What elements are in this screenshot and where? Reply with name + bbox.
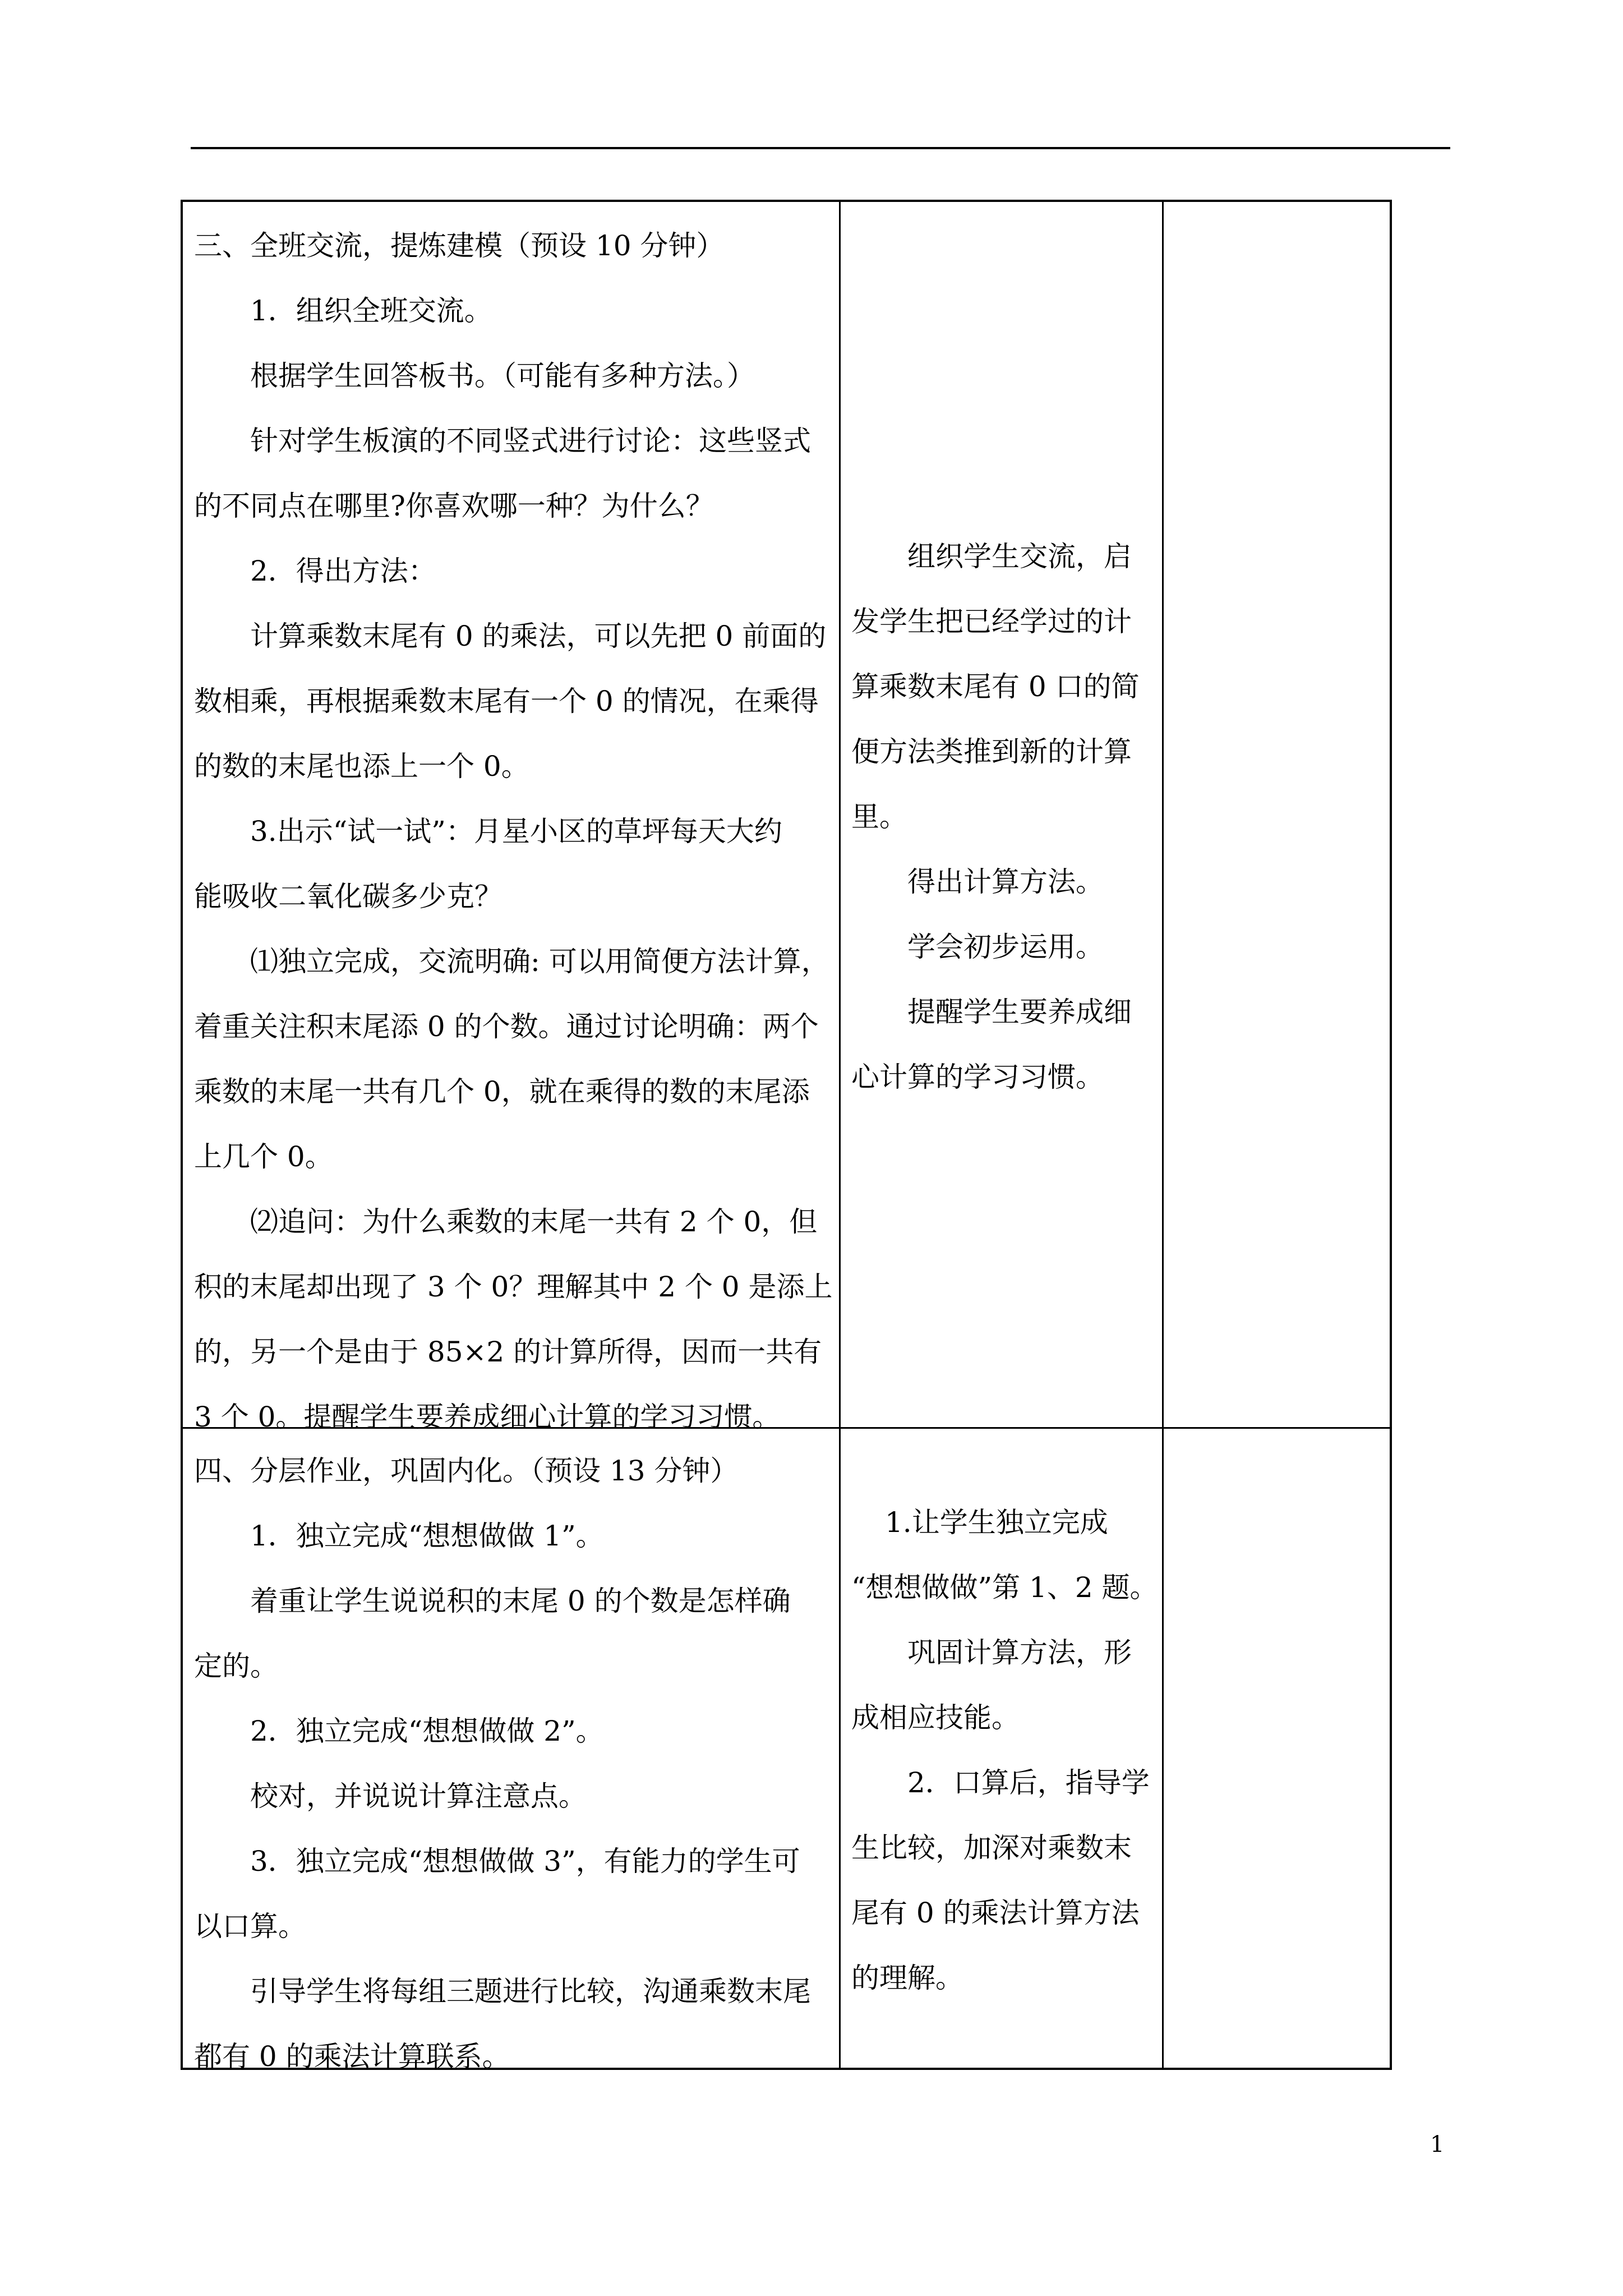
row2-teaching-steps-cell xyxy=(194,1438,828,2089)
intent-line: 尾有 0 的乘法计算方法 xyxy=(851,1897,1140,1929)
intent-line: 的理解。 xyxy=(851,1962,963,1994)
step-line: ⑴独立完成，交流明确: 可以用简便方法计算， xyxy=(250,945,829,978)
step-line: 针对学生板演的不同竖式进行讨论：这些竖式 xyxy=(250,425,811,457)
step-line: 2．独立完成“想想做做 2”。 xyxy=(250,1715,604,1747)
step-line: 计算乘数末尾有 0 的乘法，可以先把 0 前面的 xyxy=(250,620,827,652)
header-rule xyxy=(191,147,1450,149)
step-line: 乘数的末尾一共有几个 0，就在乘得的数的末尾添 xyxy=(194,1075,810,1108)
row1-teaching-steps-cell xyxy=(194,213,833,1450)
step-line: 的不同点在哪里?你喜欢哪一种？为什么？ xyxy=(194,490,714,522)
intent-line: 提醒学生要养成细 xyxy=(907,996,1132,1028)
intent-line: 2．口算后，指导学 xyxy=(907,1766,1150,1799)
step-line: 的，另一个是由于 85×2 的计算所得，因而一共有 xyxy=(194,1336,822,1368)
step-line: 上几个 0。 xyxy=(194,1140,333,1173)
intent-line: 心计算的学习习惯。 xyxy=(851,1061,1104,1093)
step-line: 定的。 xyxy=(194,1650,278,1682)
step-line: 1．组织全班交流。 xyxy=(250,295,492,327)
intent-line: 生比较，加深对乘数末 xyxy=(851,1832,1132,1864)
step-line: ⑵追问：为什么乘数的末尾一共有 2 个 0，但 xyxy=(250,1205,818,1238)
section-heading: 三、全班交流，提炼建模（预设 10 分钟） xyxy=(194,229,725,262)
intent-line: 得出计算方法。 xyxy=(907,866,1104,898)
step-line: 数相乘，再根据乘数末尾有一个 0 的情况，在乘得 xyxy=(194,685,819,717)
step-line: 3．独立完成“想想做做 3”，有能力的学生可 xyxy=(250,1845,800,1878)
lesson-plan-table xyxy=(181,200,1392,2073)
column-divider-1 xyxy=(839,202,841,2068)
step-line: 着重关注积末尾添 0 的个数。通过讨论明确：两个 xyxy=(194,1010,819,1043)
step-line: 能吸收二氧化碳多少克？ xyxy=(194,880,502,913)
column-divider-2 xyxy=(1162,202,1164,2068)
row1-design-intent-cell xyxy=(851,524,1154,1110)
intent-line: 组织学生交流，启 xyxy=(907,540,1132,573)
intent-line: 1.让学生独立完成 xyxy=(885,1506,1108,1539)
section-heading: 四、分层作业，巩固内化。（预设 13 分钟） xyxy=(194,1455,739,1487)
intent-line: 成相应技能。 xyxy=(851,1701,1020,1734)
row2-design-intent-cell xyxy=(851,1490,1158,2010)
step-line: 引导学生将每组三题进行比较，沟通乘数末尾 xyxy=(250,1975,811,2008)
step-line: 以口算。 xyxy=(194,1910,306,1943)
intent-line: 里。 xyxy=(851,800,907,833)
page-number: 1 xyxy=(1430,2132,1445,2157)
intent-line: “想想做做”第 1、2 题。 xyxy=(851,1571,1158,1604)
intent-line: 巩固计算方法，形 xyxy=(907,1636,1132,1669)
intent-line: 算乘数末尾有 0 口的简 xyxy=(851,670,1140,703)
intent-line: 发学生把已经学过的计 xyxy=(851,605,1132,638)
step-line: 2．得出方法： xyxy=(250,555,436,587)
step-line: 3 个 0。提醒学生要养成细心计算的学习习惯。 xyxy=(194,1401,781,1433)
step-line: 根据学生回答板书。（可能有多种方法。） xyxy=(250,360,755,392)
intent-line: 便方法类推到新的计算 xyxy=(851,735,1132,768)
step-line: 积的末尾却出现了 3 个 0？理解其中 2 个 0 是添上 xyxy=(194,1271,833,1303)
step-line: 校对，并说说计算注意点。 xyxy=(250,1780,587,1812)
intent-line: 学会初步运用。 xyxy=(907,931,1104,963)
step-line: 的数的末尾也添上一个 0。 xyxy=(194,750,529,783)
step-line: 3.出示“试一试”：月星小区的草坪每天大约 xyxy=(250,815,782,848)
step-line: 都有 0 的乘法计算联系。 xyxy=(194,2040,510,2073)
step-line: 着重让学生说说积的末尾 0 的个数是怎样确 xyxy=(250,1585,791,1617)
step-line: 1．独立完成“想想做做 1”。 xyxy=(250,1520,604,1552)
